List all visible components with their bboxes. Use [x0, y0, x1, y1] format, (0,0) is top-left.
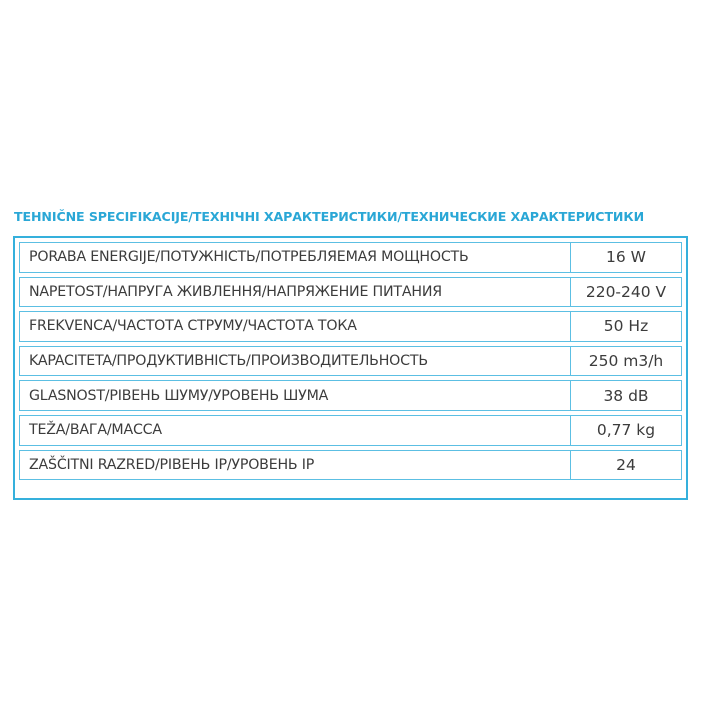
spec-title: TEHNIČNE SPECIFIKACIJE/ТЕХНІЧНІ ХАРАКТЕРИСТИКИ/ТЕХНИЧЕСКИЕ ХАРАКТЕРИСТИКИ — [14, 209, 645, 224]
table-row — [19, 346, 682, 377]
spec-label: KAPACITETA/ПРОДУКТИВНІСТЬ/ПРОИЗВОДИТЕЛЬНОСТЬ — [19, 346, 571, 377]
table-row — [19, 242, 682, 273]
spec-value: 0,77 kg — [571, 415, 682, 446]
spec-label: ZAŠČITNI RAZRED/РІВЕНЬ IP/УРОВЕНЬ IP — [19, 450, 571, 481]
spec-label: GLASNOST/РІВЕНЬ ШУМУ/УРОВЕНЬ ШУМА — [19, 380, 571, 411]
spec-label: TEŽA/ВАГА/МАССА — [19, 415, 571, 446]
table-row — [19, 380, 682, 411]
table-row — [19, 450, 682, 481]
table-row — [19, 415, 682, 446]
spec-value: 220-240 V — [571, 277, 682, 308]
spec-value: 250 m3/h — [571, 346, 682, 377]
spec-value: 50 Hz — [571, 311, 682, 342]
spec-label: PORABA ENERGIJE/ПОТУЖНІСТЬ/ПОТРЕБЛЯЕМАЯ МОЩНОСТЬ — [19, 242, 571, 273]
table-row — [19, 311, 682, 342]
spec-table-frame — [13, 236, 688, 500]
spec-value: 24 — [571, 450, 682, 481]
table-row — [19, 277, 682, 308]
spec-label: FREKVENCA/ЧАСТОТА СТРУМУ/ЧАСТОТА ТОКА — [19, 311, 571, 342]
spec-table — [19, 238, 682, 484]
spec-label: NAPETOST/НАПРУГА ЖИВЛЕННЯ/НАПРЯЖЕНИЕ ПИТАНИЯ — [19, 277, 571, 308]
spec-value: 38 dB — [571, 380, 682, 411]
spec-value: 16 W — [571, 242, 682, 273]
